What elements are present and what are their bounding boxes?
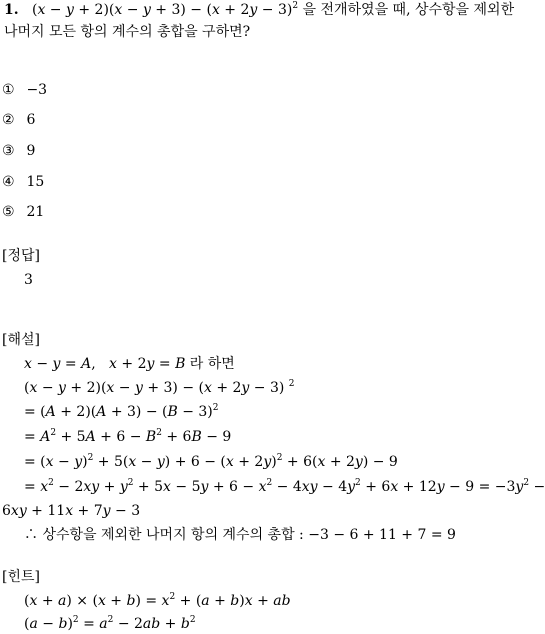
- summary-text: ∴ 상수항을 제외한 나머지 항의 계수의 총합 :: [24, 527, 309, 543]
- answer-label: [정답]: [2, 248, 40, 264]
- explanation-step-4: = $(x - y)^2 + 5(x - y) + 6 - (x + 2y)^2 + 6(x + 2y) - 9$: [24, 453, 398, 470]
- choice-value: −3: [26, 82, 48, 98]
- choice-5[interactable]: [2, 202, 44, 222]
- choice-value: 6: [26, 112, 36, 128]
- question-text-1: 을 전개하였을 때, 상수항을 제외한: [298, 2, 515, 18]
- choice-marker: ②: [2, 112, 15, 128]
- choice-marker: ⑤: [2, 204, 15, 220]
- explanation-summary: [24, 525, 456, 545]
- explanation-step-1: (x − y + 2)(x − y + 3) − (x + 2y − 3) $^2$: [24, 379, 295, 396]
- let-expression: x − y = A, x + 2y = B: [24, 356, 186, 372]
- choice-3[interactable]: [2, 141, 35, 161]
- hint-formula-2: $(a - b)^2 = a^2 - 2ab + b^2$: [24, 615, 196, 632]
- explanation-step-2: = $(A + 2)(A + 3) - (B - 3)^2$: [24, 403, 219, 420]
- choice-value: 9: [26, 143, 36, 159]
- question-expression: $(x - y + 2)(x - y + 3) - (x + 2y - 3)^2$: [23, 1, 299, 18]
- choice-1[interactable]: [2, 80, 47, 100]
- let-suffix: 라 하면: [185, 356, 235, 372]
- choice-4[interactable]: [2, 172, 44, 192]
- choice-value: 15: [26, 174, 45, 190]
- hint-label: [힌트]: [2, 569, 40, 585]
- explanation-step-3: = $A^2 + 5A + 6 - B^2 + 6B - 9$: [24, 428, 232, 445]
- answer-value: 3: [24, 272, 33, 288]
- question-line-2: 나머지 모든 항의 계수의 총합을 구하면?: [4, 24, 251, 40]
- explanation-let-line: [24, 354, 235, 374]
- choice-marker: ③: [2, 143, 15, 159]
- choice-2[interactable]: [2, 110, 35, 130]
- question-number: 1.: [4, 2, 19, 18]
- explanation-label: [해설]: [2, 332, 40, 348]
- summary-expression: −3 − 6 + 11 + 7 = 9: [308, 527, 456, 543]
- choice-marker: ①: [2, 82, 15, 98]
- explanation-step-5-cont: 6xy + 11x + 7y − 3: [2, 503, 141, 519]
- question-line-1: [4, 0, 514, 20]
- hint-formula-1: $(x + a) \times (x + b) = x^2 + (a + b)x$ + ab: [24, 592, 291, 609]
- explanation-step-5: = $x^2 - 2xy + y^2 + 5x - 5y + 6 - x^2 - 4xy - 4y^2 + 6x + 12y - 9 = -3y^2$ −: [24, 478, 545, 495]
- choice-marker: ④: [2, 174, 15, 190]
- choice-value: 21: [26, 204, 45, 220]
